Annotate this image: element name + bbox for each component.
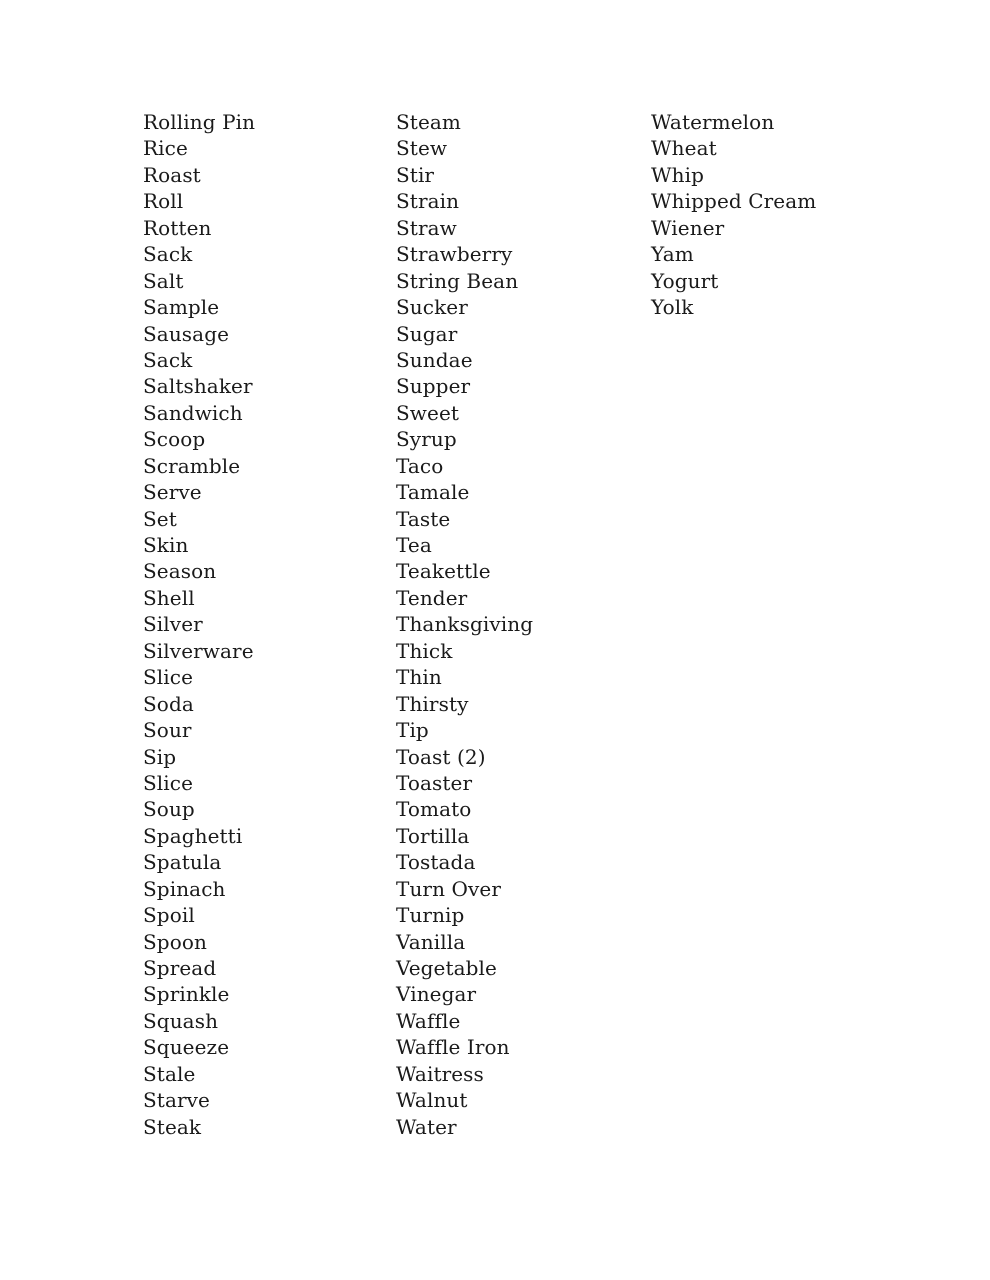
word-list-item: Silver [143, 612, 203, 637]
word-list-item: Sample [143, 295, 220, 320]
word-list-item: Yolk [651, 295, 694, 320]
word-list-item: Tostada [396, 850, 476, 875]
word-list-item: Sour [143, 718, 192, 743]
word-list-item: Spoil [143, 903, 195, 928]
word-list-item: Tender [396, 585, 468, 610]
word-list-item: Sip [143, 744, 177, 769]
word-list-item: Stir [396, 162, 435, 187]
word-list-item: Sausage [143, 321, 230, 346]
word-list-item: Spoon [143, 929, 207, 954]
word-list-item: Salt [143, 268, 184, 293]
word-list-item: Taste [396, 506, 451, 531]
word-list-item: Vanilla [396, 929, 466, 954]
word-list-item: Stale [143, 1061, 196, 1086]
word-list-item: Slice [143, 665, 194, 690]
word-list-item: Steam [396, 110, 461, 134]
word-list-item: Soda [143, 691, 194, 716]
word-list-item: Straw [396, 215, 457, 240]
word-list-item: Spaghetti [143, 823, 243, 848]
word-list-item: Supper [396, 374, 471, 399]
word-column-2 [396, 109, 533, 1140]
word-list-item: Waffle [396, 1008, 461, 1033]
word-list-item: Tea [396, 533, 432, 557]
word-list-item: Set [143, 506, 177, 531]
word-list-item: Waitress [396, 1061, 484, 1086]
word-list-item: Yogurt [651, 268, 719, 293]
word-list-item: Rolling Pin [143, 110, 256, 134]
word-list-item: Silverware [143, 638, 254, 663]
word-list-item: Walnut [396, 1088, 468, 1113]
word-list-item: Spatula [143, 850, 222, 875]
word-list-item: Vegetable [396, 956, 497, 980]
word-list-item: Water [396, 1114, 457, 1139]
word-list-item: Saltshaker [143, 374, 253, 399]
word-list-item: Toaster [396, 770, 473, 795]
word-list-item: Wiener [651, 215, 725, 240]
word-list-item: Sweet [396, 400, 460, 425]
word-list-item: Scoop [143, 427, 206, 452]
word-list-item: Skin [143, 533, 189, 557]
word-list-item: Whipped Cream [651, 189, 817, 214]
word-list-item: Thick [396, 638, 453, 663]
word-list-item: Teakettle [396, 559, 491, 584]
word-list-item: Sack [143, 347, 193, 372]
word-list-item: Waffle Iron [396, 1035, 510, 1060]
word-list-item: Thin [396, 665, 442, 690]
word-list-item: Spinach [143, 876, 226, 901]
word-list-item: Soup [143, 797, 195, 822]
word-list-item: Turnip [396, 903, 465, 928]
word-list-item: Strain [396, 189, 460, 214]
word-list-item: Slice [143, 770, 194, 795]
word-list-item: Strawberry [396, 242, 513, 267]
word-list-item: Taco [396, 453, 444, 478]
word-list-item: Season [143, 559, 217, 584]
word-list-item: Tortilla [396, 823, 470, 848]
word-list-item: Sack [143, 242, 193, 267]
word-list-item: Sprinkle [143, 982, 230, 1007]
word-list-item: Tamale [396, 480, 470, 505]
word-column-3 [651, 109, 816, 321]
word-list-item: Sandwich [143, 400, 243, 425]
word-list-item: Tip [396, 718, 429, 743]
word-list-item: Squeeze [143, 1035, 230, 1060]
word-list-item: Tomato [396, 797, 472, 822]
word-list-item: Rotten [143, 215, 212, 240]
word-list-item: Roll [143, 189, 184, 214]
word-list-item: Thanksgiving [396, 612, 534, 637]
word-list-item: Sugar [396, 321, 458, 346]
word-list-item: Stew [396, 136, 448, 161]
word-list-item: Sucker [396, 295, 468, 320]
word-list-item: Serve [143, 480, 202, 505]
word-list-item: Sundae [396, 347, 473, 372]
word-list-item: Starve [143, 1088, 210, 1113]
word-list-item: Yam [651, 242, 694, 267]
word-list-item: Roast [143, 162, 201, 187]
word-list-item: Squash [143, 1008, 219, 1033]
word-list-item: String Bean [396, 268, 519, 293]
word-list-item: Syrup [396, 427, 457, 452]
word-list-item: Whip [651, 162, 705, 187]
word-list-item: Shell [143, 585, 195, 610]
word-list-item: Thirsty [396, 691, 469, 716]
word-list-item: Spread [143, 956, 217, 980]
word-list-item: Rice [143, 136, 188, 161]
word-list-item: Vinegar [396, 982, 477, 1007]
word-list-item: Turn Over [396, 876, 502, 901]
word-list-item: Wheat [651, 136, 717, 161]
word-list-item: Scramble [143, 453, 241, 478]
word-list-item: Toast (2) [396, 744, 486, 769]
word-column-1 [143, 109, 255, 1140]
word-list-item: Steak [143, 1114, 202, 1139]
word-list-item: Watermelon [651, 110, 775, 134]
